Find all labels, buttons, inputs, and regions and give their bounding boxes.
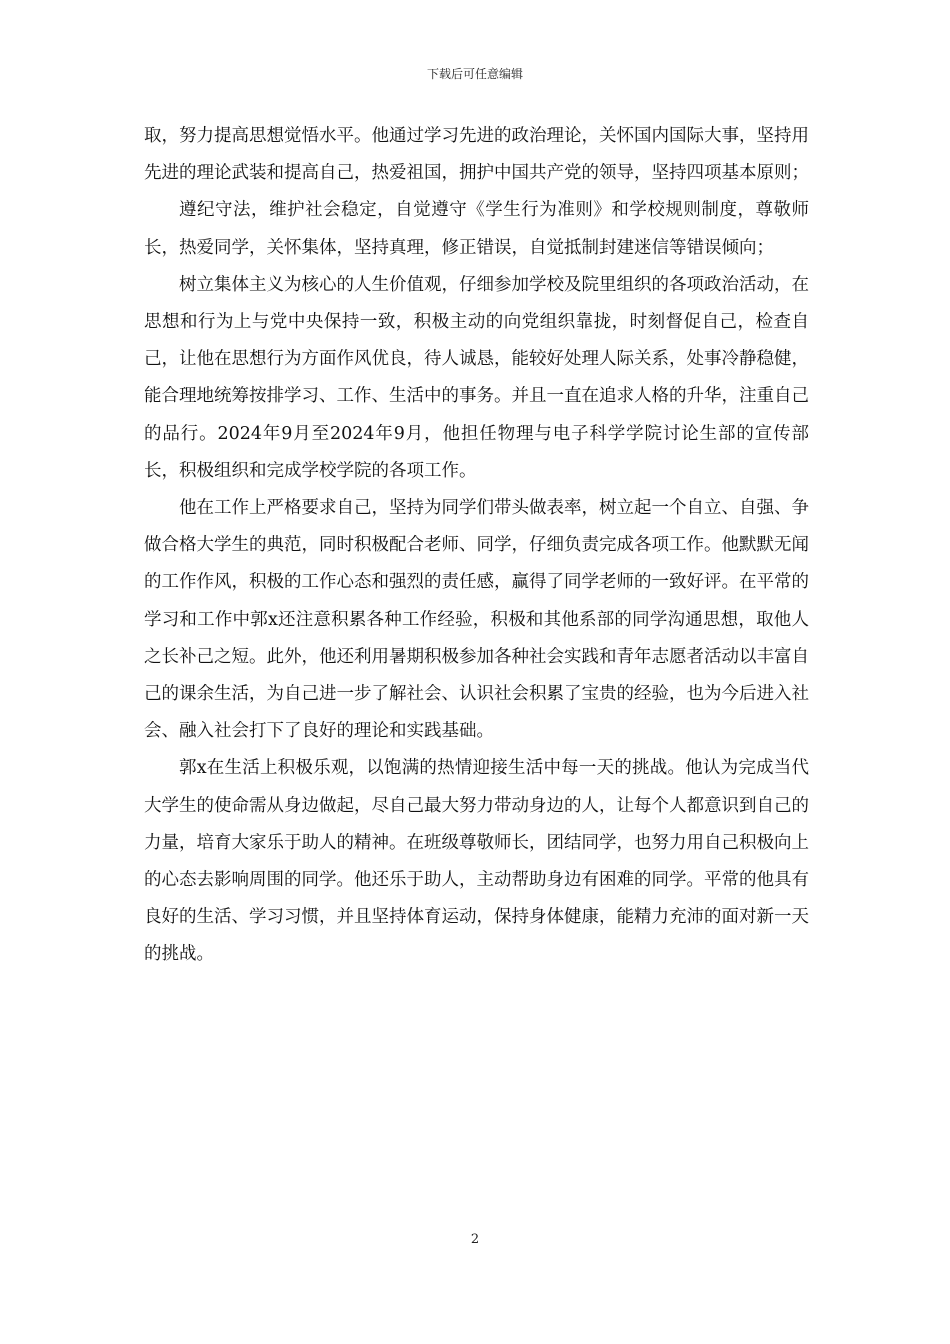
paragraph-continuation: 取，努力提高思想觉悟水平。他通过学习先进的政治理论，关怀国内国际大事，坚持用先进的理论武装和提高自己，热爱祖国，拥护中国共产党的领导，坚持四项基本原则； [144, 126, 809, 184]
page-header: 下载后可任意编辑 [426, 67, 523, 81]
paragraph-values: 树立集体主义为核心的人生价值观，仔细参加学校及院里组织的各项政治活动，在思想和行为上与党中央保持一致，积极主动的向党组织靠拢，时刻督促自己，检查自己，让他在思想行为方面作风优良，待人诚恳，能较好处理人际关系，处事冷静稳健，能合理地统筹按排学习、工作、生活中的事务。并且一直在追求人格的升华，注重自己的品行。2024年9月至2024年9月，他担任物理与电子科学学院讨论生部的宣传部长，积极组织和完成学校学院的各项工作。 [144, 274, 809, 481]
paragraph-discipline: 遵纪守法，维护社会稳定，自觉遵守《学生行为准则》和学校规则制度，尊敬师长，热爱同学，关怀集体，坚持真理，修正错误，自觉抵制封建迷信等错误倾向； [144, 200, 809, 258]
page-number: 2 [470, 1232, 480, 1247]
document-body [144, 118, 809, 974]
paragraph-life: 郭x在生活上积极乐观，以饱满的热情迎接生活中每一天的挑战。他认为完成当代大学生的使命需从身边做起，尽自己最大努力带动身边的人，让每个人都意识到自己的力量，培育大家乐于助人的精神。在班级尊敬师长，团结同学，也努力用自己积极向上的心态去影响周围的同学。他还乐于助人，主动帮助身边有困难的同学。平常的他具有良好的生活、学习习惯，并且坚持体育运动，保持身体健康，能精力充沛的面对新一天的挑战。 [144, 758, 809, 965]
paragraph-work: 他在工作上严格要求自己，坚持为同学们带头做表率，树立起一个自立、自强、争做合格大学生的典范，同时积极配合老师、同学，仔细负责完成各项工作。他默默无闻的工作作风，积极的工作心态和强烈的责任感，赢得了同学老师的一致好评。在平常的学习和工作中郭x还注意积累各种工作经验，积极和其他系部的同学沟通思想，取他人之长补己之短。此外，他还利用暑期积极参加各种社会实践和青年志愿者活动以丰富自己的课余生活，为自己进一步了解社会、认识社会积累了宝贵的经验，也为今后进入社会、融入社会打下了良好的理论和实践基础。 [144, 498, 809, 742]
